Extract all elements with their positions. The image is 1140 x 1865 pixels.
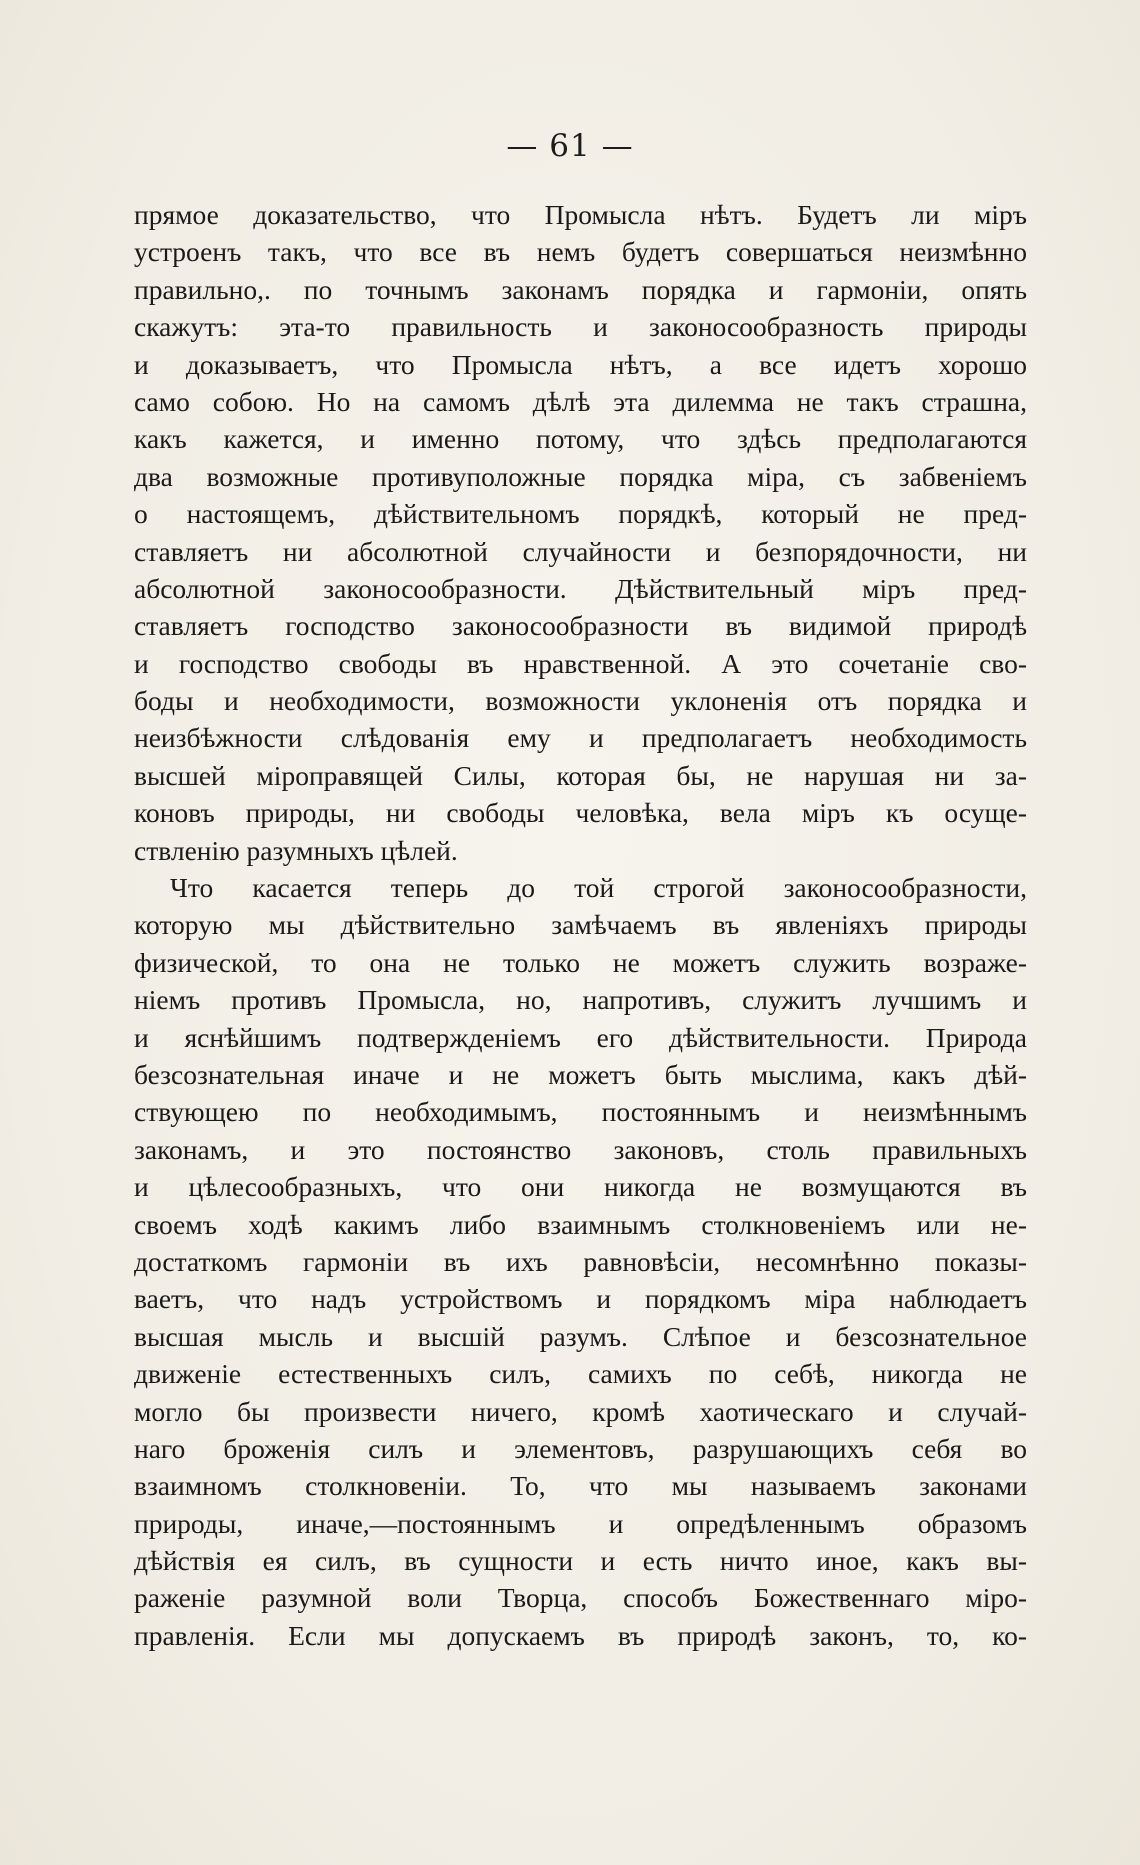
text-line: и доказываетъ, что Промысла нѣтъ, а все идетъ хорошо: [134, 348, 1027, 380]
text-line: боды и необходимости, возможности уклоненія отъ порядка и: [134, 685, 1027, 717]
text-line: прямое доказательство, что Промысла нѣтъ. Будетъ ли міръ: [134, 199, 1027, 230]
body-text: [134, 196, 1027, 1654]
text-line: неизбѣжности слѣдованія ему и предполагаетъ необходимость: [134, 722, 1027, 754]
text-line: движеніе естественныхъ силъ, самихъ по себѣ, никогда не: [134, 1358, 1027, 1390]
text-line: законамъ, и это постоянство законовъ, столь правильныхъ: [134, 1133, 1027, 1165]
text-line: коновъ природы, ни свободы человѣка, вела міръ къ осуще-: [134, 797, 1027, 829]
text-line: ваетъ, что надъ устройствомъ и порядкомъ міра наблюдаетъ: [134, 1283, 1027, 1315]
page-number: — 61 —: [506, 128, 634, 164]
text-line: Что касается теперь до той строгой законосообразности,: [170, 872, 1027, 904]
text-line: устроенъ такъ, что все въ немъ будетъ совершаться неизмѣнно: [134, 236, 1027, 268]
text-line: само собою. Но на самомъ дѣлѣ эта дилемма не такъ страшна,: [134, 385, 1027, 417]
text-line: о настоящемъ, дѣйствительномъ порядкѣ, который не пред-: [134, 498, 1027, 530]
text-line: достаткомъ гармоніи въ ихъ равновѣсіи, несомнѣнно показы-: [134, 1245, 1027, 1277]
text-line: ствленію разумныхъ цѣлей.: [134, 834, 458, 866]
text-line: и цѣлесообразныхъ, что они никогда не возмущаются въ: [134, 1171, 1027, 1203]
text-line: и яснѣйшимъ подтвержденіемъ его дѣйствительности. Природа: [134, 1021, 1027, 1053]
text-line: могло бы произвести ничего, кромѣ хаотическаго и случай-: [134, 1395, 1027, 1427]
paragraph-1: [134, 196, 1027, 869]
text-line: наго броженія силъ и элементовъ, разрушающихъ себя во: [134, 1432, 1027, 1464]
text-line: ставляетъ господство законосообразности въ видимой природѣ: [134, 610, 1027, 642]
text-line: два возможные противуположные порядка міра, съ забвеніемъ: [134, 460, 1027, 492]
text-line: безсознательная иначе и не можетъ быть мыслима, какъ дѣй-: [134, 1058, 1027, 1090]
text-line: высшая мысль и высшій разумъ. Слѣпое и безсознательное: [134, 1320, 1027, 1352]
text-line: абсолютной законосообразности. Дѣйствительный міръ пред-: [134, 572, 1027, 604]
text-line: взаимномъ столкновеніи. То, что мы называемъ законами: [134, 1470, 1027, 1502]
text-line: природы, иначе,—постояннымъ и опредѣленнымъ образомъ: [134, 1507, 1027, 1539]
text-line: ставляетъ ни абсолютной случайности и безпорядочности, ни: [134, 535, 1027, 567]
text-line: дѣйствія ея силъ, въ сущности и есть ничто иное, какъ вы-: [134, 1545, 1027, 1577]
text-line: своемъ ходѣ какимъ либо взаимнымъ столкновеніемъ или не-: [134, 1208, 1027, 1240]
text-line: скажутъ: эта-то правильность и законосообразность природы: [134, 311, 1027, 343]
text-line: физической, то она не только не можетъ служить возраже-: [134, 946, 1027, 978]
text-line: ніемъ противъ Промысла, но, напротивъ, служитъ лучшимъ и: [134, 984, 1027, 1016]
text-line: которую мы дѣйствительно замѣчаемъ въ явленіяхъ природы: [134, 909, 1027, 941]
text-line: раженіе разумной воли Творца, способъ Божественнаго міро-: [134, 1582, 1027, 1614]
text-line: какъ кажется, и именно потому, что здѣсь предполагаются: [134, 423, 1027, 455]
text-line: высшей міроправящей Силы, которая бы, не нарушая ни за-: [134, 759, 1027, 791]
text-line: правленія. Если мы допускаемъ въ природѣ законъ, то, ко-: [134, 1619, 1027, 1651]
paragraph-2: [134, 869, 1027, 1654]
text-line: ствующею по необходимымъ, постояннымъ и неизмѣннымъ: [134, 1096, 1027, 1128]
text-line: и господство свободы въ нравственной. А это сочетаніе сво-: [134, 647, 1027, 679]
text-line: правильно,. по точнымъ законамъ порядка и гармоніи, опять: [134, 273, 1027, 305]
